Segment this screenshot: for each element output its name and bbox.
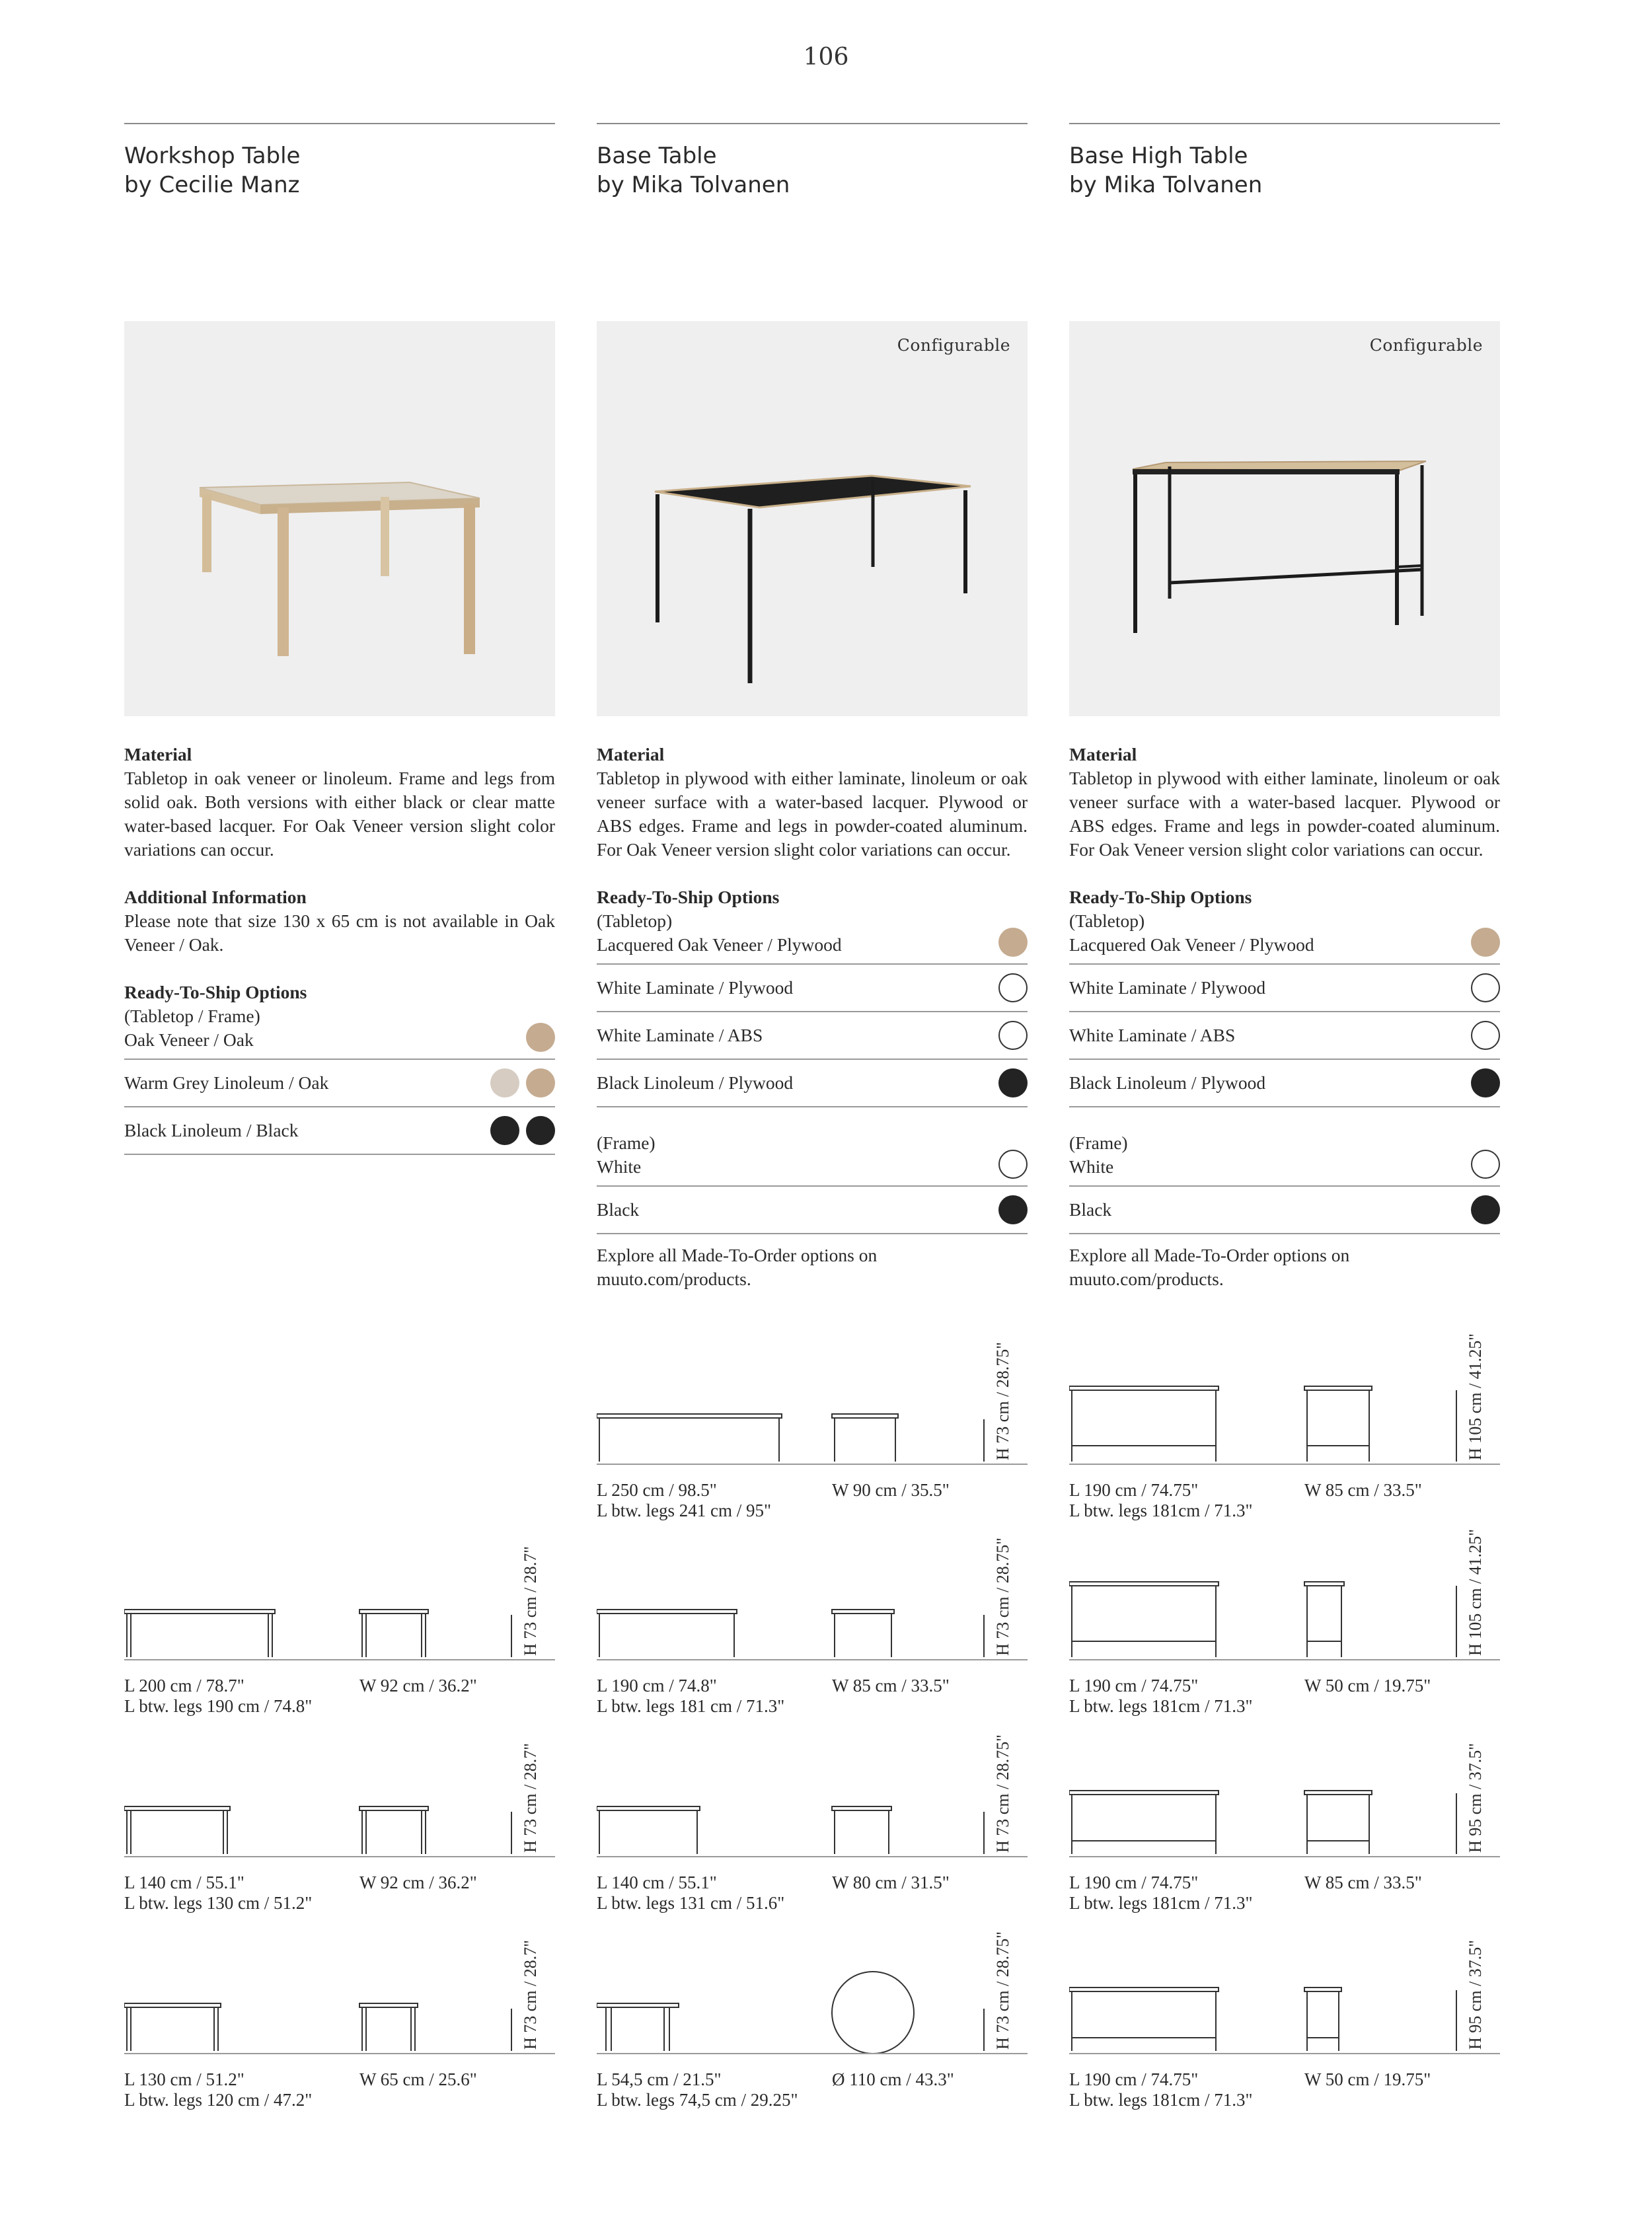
length-label: L 190 cm / 74.75" L btw. legs 181cm / 71.3" [1069, 1480, 1253, 1520]
product-photo [124, 321, 555, 716]
material-text: Tabletop in plywood with either laminate, linoleum or oak veneer surface with a water-based lacquer. Plywood or ABS edges. Frame and legs in powder-coated aluminum. For Oak Veneer version slight color variations can occur. [1069, 768, 1500, 860]
option-group-label: (Tabletop / Frame) [124, 1006, 260, 1026]
workshop-table-image [124, 321, 555, 716]
table-drawing [1069, 1335, 1500, 1467]
additional-info-text: Please note that size 130 x 65 cm is not available in Oak Veneer / Oak. [124, 911, 555, 955]
height-label: H 73 cm / 28.75" [993, 1931, 1012, 2050]
diameter-label: Ø 110 cm / 43.3" [832, 2069, 954, 2089]
product-column-base-table [597, 123, 1028, 2110]
option-row [1069, 1187, 1500, 1234]
white-swatch [1471, 1150, 1500, 1179]
material-text: Tabletop in oak veneer or linoleum. Frame and legs from solid oak. Both versions with either black or clear matte water-based lacquer. For Oak Veneer version slight color variations can occur. [124, 768, 555, 860]
length-label: L 130 cm / 51.2" L btw. legs 120 cm / 47.2" [124, 2069, 313, 2110]
length-label: L 140 cm / 55.1" L btw. legs 130 cm / 51.2" [124, 1873, 313, 1913]
material-heading: Material [1069, 744, 1137, 764]
product-title: Base Table [597, 143, 717, 169]
table-drawing [597, 1335, 1028, 1467]
white-swatch [1471, 1021, 1500, 1050]
dimension-block [597, 1335, 1028, 1533]
option-group-label: (Frame) [1069, 1133, 1128, 1153]
length-label: L 140 cm / 55.1" L btw. legs 131 cm / 51.6" [597, 1873, 785, 1913]
product-photo [597, 321, 1028, 716]
option-row [1069, 1060, 1500, 1107]
product-title: Workshop Table [124, 143, 301, 169]
product-photo [1069, 321, 1500, 716]
dimension-block [1069, 1924, 1500, 2122]
option-row [124, 1107, 555, 1155]
oak-swatch [526, 1068, 555, 1097]
black-swatch [998, 1068, 1028, 1097]
base-table-image [597, 321, 1028, 716]
oak-swatch [998, 928, 1028, 957]
dimension-block [1069, 1530, 1500, 1728]
width-label: W 85 cm / 33.5" [832, 1676, 950, 1695]
material-text: Tabletop in plywood with either laminate, linoleum or oak veneer surface with a water-based lacquer. Plywood or ABS edges. Frame and legs in powder-coated aluminum. For Oak Veneer version slight color variations can occur. [597, 768, 1028, 860]
length-label: L 54,5 cm / 21.5" L btw. legs 74,5 cm / 29.25" [597, 2069, 798, 2110]
product-column-base-high-table [1069, 123, 1500, 2110]
option-row [1069, 1012, 1500, 1060]
table-drawing [597, 1727, 1028, 1859]
black-swatch [1471, 1195, 1500, 1224]
product-info [1069, 743, 1500, 1291]
height-label: H 73 cm / 28.75" [993, 1538, 1012, 1656]
divider [1069, 123, 1500, 124]
product-designer: by Cecilie Manz [124, 172, 300, 198]
option-row [597, 1187, 1028, 1234]
option-label: White Laminate / Plywood [597, 977, 794, 998]
option-row [124, 1004, 555, 1060]
length-label: L 190 cm / 74.8" L btw. legs 181 cm / 71.3" [597, 1676, 785, 1716]
white-swatch [1471, 973, 1500, 1002]
option-row [1069, 965, 1500, 1012]
height-label: H 105 cm / 41.25" [1466, 1529, 1485, 1656]
table-drawing [1069, 1727, 1500, 1859]
material-heading: Material [597, 744, 665, 764]
option-group-label: (Frame) [597, 1133, 656, 1153]
option-row [597, 909, 1028, 965]
black-swatch [526, 1116, 555, 1145]
width-label: W 85 cm / 33.5" [1304, 1873, 1422, 1892]
table-drawing [597, 1530, 1028, 1662]
material-heading: Material [124, 744, 192, 764]
dimension-block [597, 1727, 1028, 1925]
white-swatch [998, 1021, 1028, 1050]
width-label: W 92 cm / 36.2" [359, 1873, 477, 1892]
table-drawing [1069, 1530, 1500, 1662]
option-row [124, 1060, 555, 1107]
length-label: L 190 cm / 74.75" L btw. legs 181cm / 71.3" [1069, 2069, 1253, 2110]
height-label: H 73 cm / 28.75" [993, 1734, 1012, 1853]
option-label: White [597, 1156, 642, 1177]
length-label: L 190 cm / 74.75" L btw. legs 181cm / 71.3" [1069, 1873, 1253, 1913]
height-label: H 73 cm / 28.7" [521, 1743, 540, 1853]
configurable-badge: Configurable [897, 336, 1010, 355]
divider [124, 123, 555, 124]
oak-swatch [1471, 928, 1500, 957]
option-label: Lacquered Oak Veneer / Plywood [1069, 934, 1314, 955]
length-label: L 200 cm / 78.7" L btw. legs 190 cm / 74.8" [124, 1676, 313, 1716]
page-number: 106 [803, 44, 849, 71]
option-label: White Laminate / ABS [1069, 1025, 1236, 1045]
product-designer: by Mika Tolvanen [597, 172, 790, 198]
dimension-block [124, 1727, 555, 1925]
white-swatch [998, 1150, 1028, 1179]
height-label: H 73 cm / 28.7" [521, 1940, 540, 2050]
dimension-block [1069, 1727, 1500, 1925]
width-label: W 50 cm / 19.75" [1304, 1676, 1431, 1695]
width-label: W 85 cm / 33.5" [1304, 1480, 1422, 1500]
option-label: Black Linoleum / Plywood [1069, 1072, 1266, 1093]
option-row [597, 965, 1028, 1012]
table-drawing [124, 1727, 555, 1859]
table-drawing [1069, 1924, 1500, 2056]
dimension-block [1069, 1335, 1500, 1533]
height-label: H 73 cm / 28.7" [521, 1546, 540, 1656]
option-label: White Laminate / Plywood [1069, 977, 1266, 998]
width-label: W 80 cm / 31.5" [832, 1873, 950, 1892]
option-row [597, 1060, 1028, 1107]
height-label: H 95 cm / 37.5" [1466, 1940, 1485, 2050]
product-title: Base High Table [1069, 143, 1248, 169]
option-row [1069, 1131, 1500, 1187]
additional-info-heading: Additional Information [124, 887, 307, 907]
length-label: L 190 cm / 74.75" L btw. legs 181cm / 71.3" [1069, 1676, 1253, 1716]
option-label: Black [597, 1199, 640, 1220]
explore-text: Explore all Made-To-Order options on muuto.com/products. [597, 1245, 878, 1289]
dimension-block [124, 1530, 555, 1728]
width-label: W 65 cm / 25.6" [359, 2069, 477, 2089]
option-group-label: (Tabletop) [1069, 911, 1145, 931]
oak-swatch [526, 1023, 555, 1052]
table-drawing [124, 1924, 555, 2056]
option-row [597, 1012, 1028, 1060]
option-row [1069, 909, 1500, 965]
explore-text: Explore all Made-To-Order options on muuto.com/products. [1069, 1245, 1350, 1289]
dimension-block [124, 1924, 555, 2122]
product-info [597, 743, 1028, 1291]
option-group-label: (Tabletop) [597, 911, 673, 931]
height-label: H 105 cm / 41.25" [1466, 1333, 1485, 1460]
black-swatch [490, 1116, 519, 1145]
dimension-block [597, 1924, 1028, 2122]
width-label: W 92 cm / 36.2" [359, 1676, 477, 1695]
warm-grey-swatch [490, 1068, 519, 1097]
option-label: Black Linoleum / Black [124, 1120, 299, 1140]
option-label: Oak Veneer / Oak [124, 1029, 254, 1050]
product-column-workshop-table [124, 123, 555, 2110]
height-label: H 73 cm / 28.75" [993, 1342, 1012, 1460]
dimension-block [597, 1530, 1028, 1728]
option-label: Warm Grey Linoleum / Oak [124, 1072, 329, 1093]
product-info [124, 743, 555, 1155]
ready-to-ship-heading: Ready-To-Ship Options [124, 982, 307, 1002]
white-swatch [998, 973, 1028, 1002]
black-swatch [998, 1195, 1028, 1224]
divider [597, 123, 1028, 124]
table-drawing [597, 1924, 1028, 2056]
product-designer: by Mika Tolvanen [1069, 172, 1263, 198]
width-label: W 50 cm / 19.75" [1304, 2069, 1431, 2089]
option-label: White [1069, 1156, 1114, 1177]
width-label: W 90 cm / 35.5" [832, 1480, 950, 1500]
option-row [597, 1131, 1028, 1187]
black-swatch [1471, 1068, 1500, 1097]
length-label: L 250 cm / 98.5" L btw. legs 241 cm / 95" [597, 1480, 771, 1520]
height-label: H 95 cm / 37.5" [1466, 1743, 1485, 1853]
table-drawing [124, 1530, 555, 1662]
configurable-badge: Configurable [1369, 336, 1483, 355]
option-label: Lacquered Oak Veneer / Plywood [597, 934, 842, 955]
option-label: Black [1069, 1199, 1112, 1220]
option-label: Black Linoleum / Plywood [597, 1072, 794, 1093]
ready-to-ship-heading: Ready-To-Ship Options [1069, 887, 1252, 907]
option-label: White Laminate / ABS [597, 1025, 763, 1045]
ready-to-ship-heading: Ready-To-Ship Options [597, 887, 780, 907]
base-high-table-image [1069, 321, 1500, 716]
